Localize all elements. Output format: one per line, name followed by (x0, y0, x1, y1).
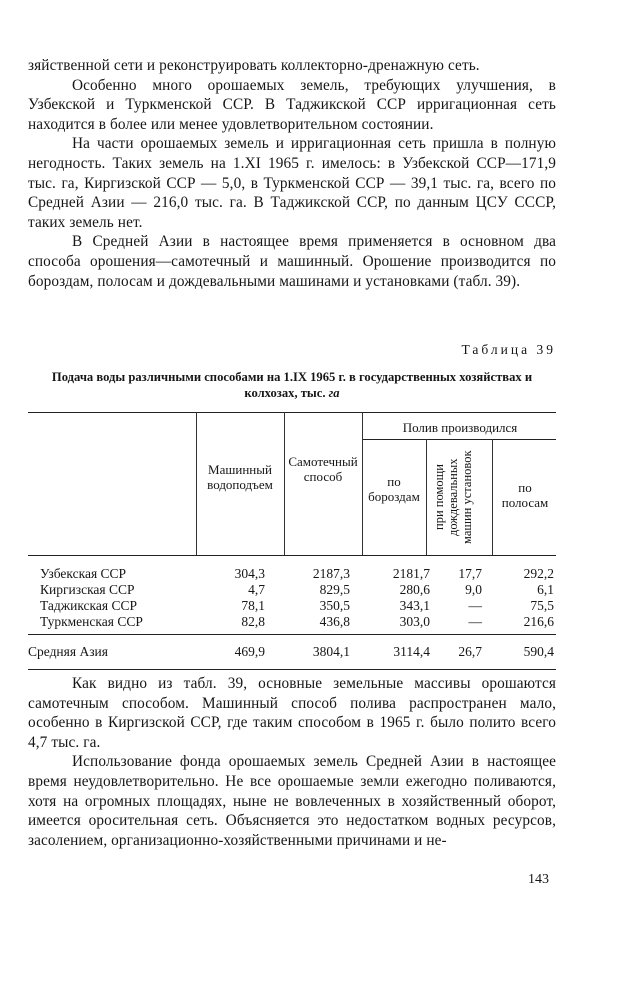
cell-gravity: 829,5 (319, 582, 350, 597)
header-machine: Машинный водоподъем (207, 462, 273, 492)
header-gravity: Самотечный способ (288, 454, 358, 484)
cell-sprinklers: — (468, 598, 482, 613)
paragraph-continuation: зяйственной сети и реконструировать коллекторно-дренажную сеть. (28, 57, 480, 74)
total-strips: 590,4 (523, 644, 554, 659)
header-strips: по полосам (501, 480, 549, 510)
header-group-rule (362, 439, 556, 440)
table-bottom-rule (28, 669, 556, 670)
cell-furrows: 280,6 (399, 582, 430, 597)
column-divider (426, 439, 427, 555)
column-divider (492, 439, 493, 555)
table-top-rule (28, 412, 556, 413)
cell-gravity: 436,8 (319, 614, 350, 629)
paragraph: Особенно много орошаемых земель, требующих улучшения, в Узбекской и Туркменской ССР. В Таджикской ССР ирригационная сеть находится в более или менее удовлетворительном состоянии. (28, 76, 556, 133)
cell-gravity: 2187,3 (312, 566, 350, 581)
page-number: 143 (528, 872, 549, 887)
table-total-row (0, 644, 632, 660)
paragraph: Использование фонда орошаемых земель Средней Азии в настоящее время неудовлетворительно. Не все орошаемые земли ежегодно поливаются, хотя на огромных площадях, ныне не вовлеченных в хозяйственный оборот, имеется оросительная сеть. Объясняется это недостатком водных ресурсов, засолением, организационно-хозяйственными причинами и не- (28, 753, 556, 849)
row-region-name: Киргизская ССР (40, 582, 135, 597)
cell-strips: 292,2 (523, 566, 554, 581)
cell-strips: 75,5 (530, 598, 554, 613)
cell-sprinklers: 17,7 (458, 566, 482, 581)
paragraph: В Средней Азии в настоящее время применяется в основном два способа орошения—самотечный и машинный. Орошение производится по бороздам, полосам и дождевальными машинами и установками (табл. 39). (28, 233, 556, 290)
cell-machine: 4,7 (248, 582, 265, 597)
body-bottom-rule (28, 634, 556, 635)
total-gravity: 3804,1 (312, 644, 350, 659)
cell-gravity: 350,5 (319, 598, 350, 613)
cell-strips: 6,1 (537, 582, 554, 597)
column-divider (284, 412, 285, 555)
text-block-bottom (28, 674, 556, 850)
table-row (0, 614, 632, 630)
table-row (0, 582, 632, 598)
table-title (28, 370, 556, 401)
table-row (0, 598, 632, 614)
cell-furrows: 2181,7 (392, 566, 430, 581)
cell-machine: 82,8 (241, 614, 265, 629)
table-title-text: Подача воды различными способами на 1.IX 1965 г. в государственных хозяйствах и колхозах, тыс. (51, 370, 533, 400)
cell-furrows: 303,0 (399, 614, 430, 629)
total-furrows: 3114,4 (393, 644, 430, 659)
cell-furrows: 343,1 (399, 598, 430, 613)
cell-sprinklers: 9,0 (465, 582, 482, 597)
header-bottom-rule (28, 555, 556, 556)
paragraph: На части орошаемых земель и ирригационная сеть пришла в полную негодность. Таких земель на 1.XI 1965 г. имелось: в Узбекской ССР—171,9 тыс. га, Киргизской ССР — 5,0, в Туркменской ССР — 39,1 тыс. га, всего по Средней Азии — 216,0 тыс. га. В Таджикской ССР, по данным ЦСУ СССР, таких земель нет. (28, 135, 556, 231)
table-label: Таблица 39 (461, 342, 556, 357)
cell-machine: 304,3 (234, 566, 265, 581)
header-group: Полив производился (402, 420, 518, 435)
row-region-name: Узбекская ССР (40, 566, 127, 581)
text-block-top (28, 56, 556, 291)
cell-sprinklers: — (468, 614, 482, 629)
cell-strips: 216,6 (523, 614, 554, 629)
total-region-name: Средняя Азия (28, 644, 108, 659)
paragraph: Как видно из табл. 39, основные земельные массивы орошаются самотечным способом. Машинный способ полива распространен мало, особенно в Киргизской ССР, где таким способом в 1965 г. было полито всего 4,7 тыс. га. (28, 675, 556, 751)
column-divider (362, 412, 363, 555)
row-region-name: Таджикская ССР (40, 598, 137, 613)
total-machine: 469,9 (234, 644, 265, 659)
header-sprinklers: при помощи дождевальных машин установок (432, 450, 474, 544)
total-sprinklers: 26,7 (458, 644, 482, 659)
cell-machine: 78,1 (241, 598, 265, 613)
table-row (0, 566, 632, 582)
row-region-name: Туркменская ССР (40, 614, 143, 629)
table-title-unit: га (328, 385, 340, 400)
column-divider (196, 412, 197, 555)
header-furrows: по бороздам (368, 474, 420, 504)
